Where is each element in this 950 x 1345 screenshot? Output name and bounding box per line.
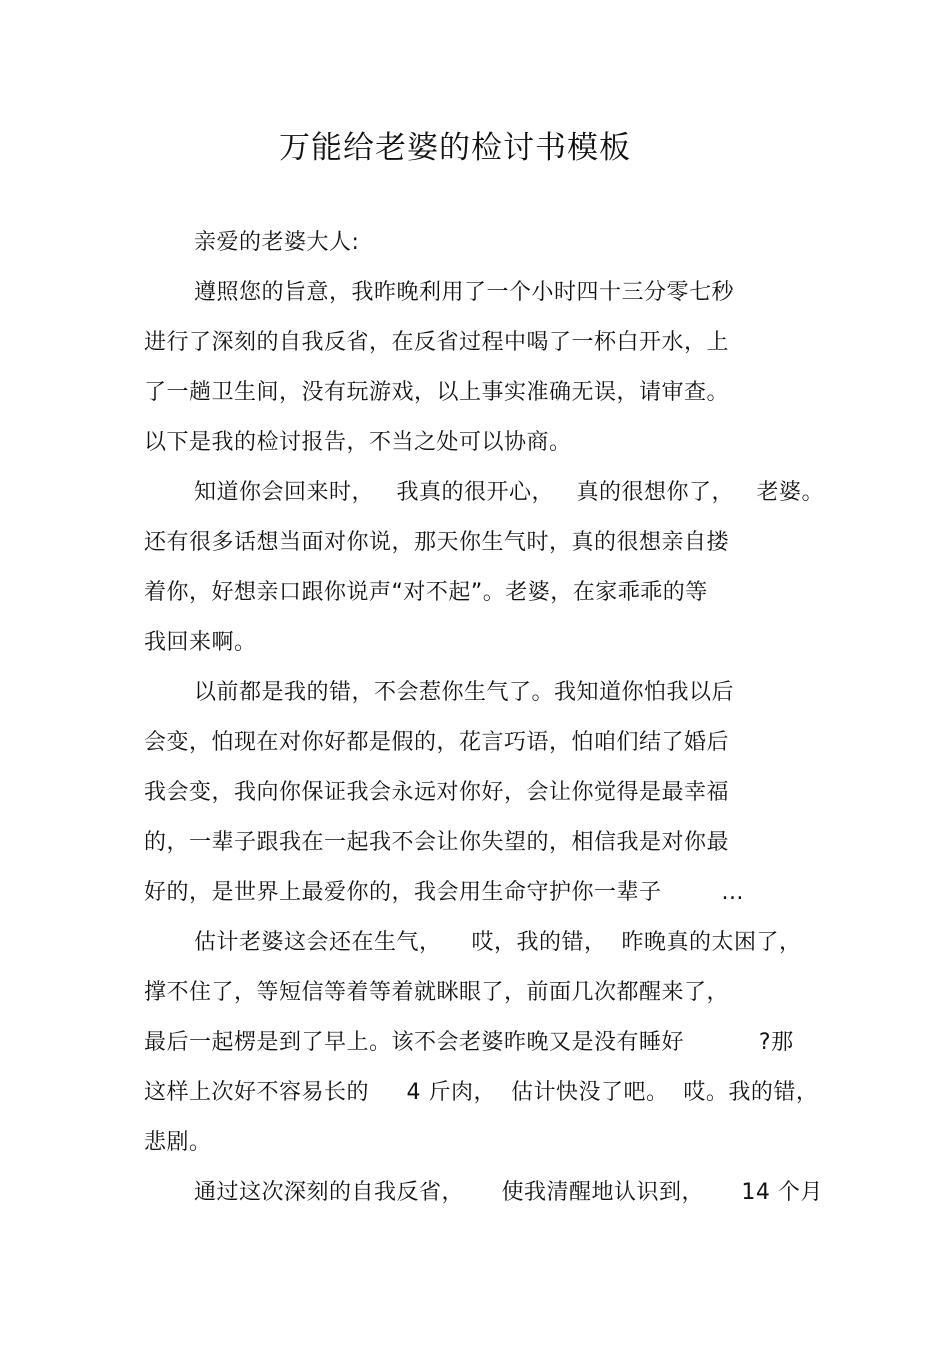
- paragraph-line: 还有很多话想当面对你说，那天你生气时，真的很想亲自搂: [144, 530, 730, 555]
- paragraph-line: 通过这次深刻的自我反省， 使我清醒地认识到， 14 个月: [194, 1180, 823, 1205]
- paragraph-line: 估计老婆这会还在生气， 哎，我的错， 昨晚真的太困了，: [194, 930, 802, 955]
- paragraph-line: 会变，怕现在对你好都是假的，花言巧语，怕咱们结了婚后: [144, 730, 730, 755]
- paragraph-line: 以下是我的检讨报告，不当之处可以协商。: [144, 430, 572, 455]
- paragraph-line: 这样上次好不容易长的 4 斤肉， 估计快没了吧。 哎。我的错，: [144, 1080, 819, 1105]
- paragraph-line: 好的，是世界上最爱你的，我会用生命守护你一辈子 ...: [144, 880, 744, 905]
- paragraph-line: 悲剧。: [144, 1130, 212, 1155]
- paragraph-line: 的，一辈子跟我在一起我不会让你失望的，相信我是对你最: [144, 830, 730, 855]
- paragraph-line: 知道你会回来时， 我真的很开心， 真的很想你了， 老婆。: [194, 480, 824, 505]
- document-title: 万能给老婆的检讨书模板: [279, 130, 631, 166]
- paragraph-line: 进行了深刻的自我反省，在反省过程中喝了一杯白开水，上: [144, 330, 730, 355]
- paragraph-line: 撑不住了，等短信等着等着就眯眼了，前面几次都醒来了，: [144, 980, 730, 1005]
- paragraph-line: 我会变，我向你保证我会永远对你好，会让你觉得是最幸福: [144, 780, 730, 805]
- paragraph-line: 以前都是我的错，不会惹你生气了。我知道你怕我以后: [194, 680, 735, 705]
- paragraph-line: 了一趟卫生间，没有玩游戏，以上事实准确无误，请审查。: [144, 380, 730, 405]
- salutation: 亲爱的老婆大人:: [194, 230, 360, 255]
- paragraph-line: 遵照您的旨意，我昨晚利用了一个小时四十三分零七秒: [194, 280, 735, 305]
- paragraph-line: 着你，好想亲口跟你说声“对不起”。老婆，在家乖乖的等: [144, 580, 708, 605]
- paragraph-line: 最后一起楞是到了早上。该不会老婆昨晚又是没有睡好 ?那: [144, 1030, 794, 1055]
- paragraph-line: 我回来啊。: [144, 630, 257, 655]
